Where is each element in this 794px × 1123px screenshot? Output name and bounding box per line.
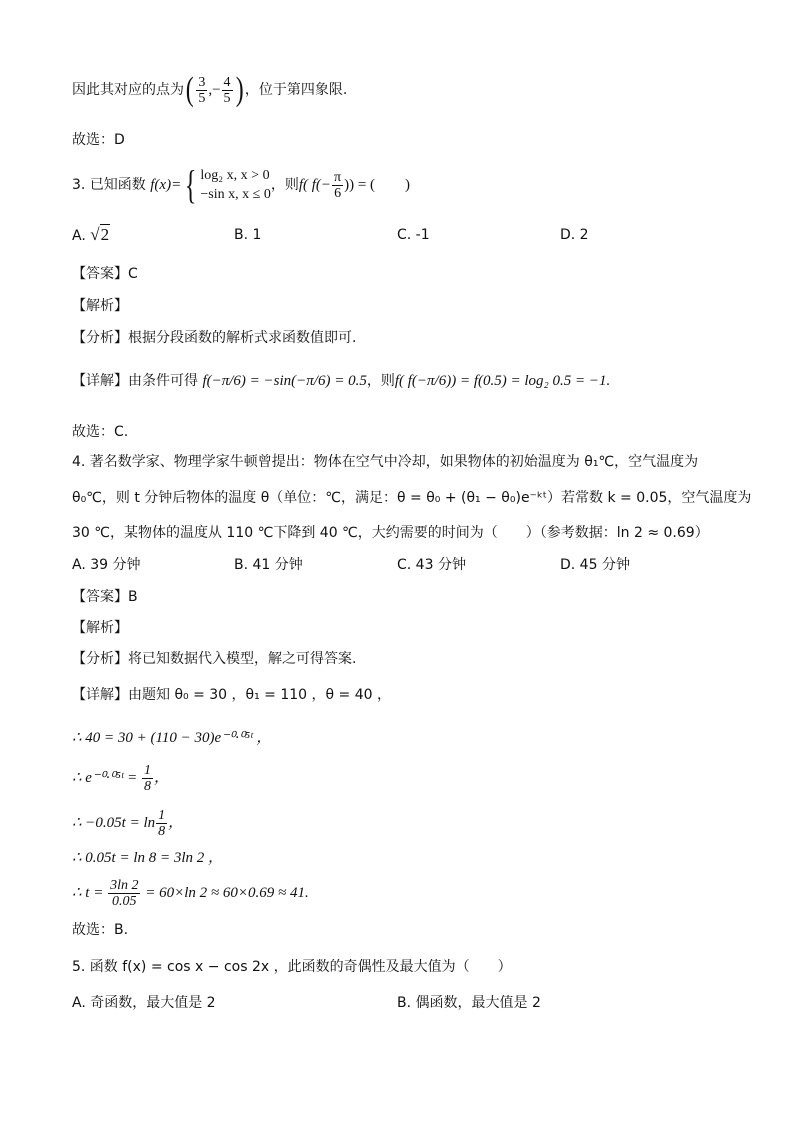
choice-line: 故选：C.	[72, 424, 129, 440]
fraction: $\frac{\pi}{6}$	[334, 169, 342, 201]
sqrt-symbol: √2	[90, 225, 110, 244]
solution-step-1: ∴ 40 = 30 + (110 − 30)e⁻⁰·⁰⁵ᵗ ，	[72, 730, 272, 746]
solution-step-3: ∴ −0.05t = ln $\frac{1}{8}$ ，	[72, 808, 184, 839]
answer-line: 【答案】B	[72, 589, 138, 605]
analysis-title: 【解析】	[72, 620, 128, 636]
solution-step-5: ∴ t = $\frac{3\ln 2}{0.05}$ = 60×ln 2 ≈ 60×0.69 ≈ 41.	[72, 878, 309, 909]
option-d: D. 45 分钟	[560, 557, 630, 573]
option-a: A. √2	[72, 225, 110, 244]
option-c: C. 43 分钟	[397, 557, 466, 573]
solution-step-2: ∴ e⁻⁰·⁰⁵ᵗ = $\frac{1}{8}$ ，	[72, 763, 170, 794]
fenxi-line: 【分析】根据分段函数的解析式求函数值即可.	[72, 330, 357, 346]
option-d: D. 2	[560, 227, 589, 243]
fraction: $\frac{4}{5}$	[223, 74, 231, 106]
question-5-stem: 5. 函数 f(x) = cos x − cos 2x ，此函数的奇偶性及最大值为（ ）	[72, 959, 512, 975]
option-b: B. 1	[234, 227, 262, 243]
option-b: B. 41 分钟	[234, 557, 303, 573]
question-3-stem: 3. 已知函数 f(x)={ log₂ x, x > 0 −sin x, x ≤ 0 ，则f( f(− $\frac{\pi}{6}$ )) = ( )	[72, 162, 411, 207]
question-4-line-3: 30 ℃，某物体的温度从 110 ℃下降到 40 ℃，大约需要的时间为（ ）（参考数据：ln 2 ≈ 0.69）	[72, 525, 709, 541]
choice-line: 故选：B.	[72, 922, 129, 938]
solution-step-4: ∴ 0.05t = ln 8 = 3ln 2 ，	[72, 850, 224, 866]
detail-line: 【详解】由题知 θ₀ = 30 ，θ₁ = 110 ，θ = 40 ，	[72, 687, 391, 703]
fraction: $\frac{1}{8}$	[144, 763, 152, 794]
fenxi-line: 【分析】将已知数据代入模型，解之可得答案.	[72, 651, 357, 667]
option-b: B. 偶函数，最大值是 2	[397, 995, 541, 1011]
fraction: $\frac{3}{5}$	[198, 74, 206, 106]
point-statement: 因此其对应的点为( $\frac{3}{5}$ ,− $\frac{4}{5}$ ) ，位于第四象限.	[72, 71, 348, 108]
option-a: A. 奇函数，最大值是 2	[72, 995, 216, 1011]
analysis-title: 【解析】	[72, 298, 128, 314]
detail-line: 【详解】由条件可得 f(−π/6) = −sin(−π/6) = 0.5，则f( f(−π/6)) = f(0.5) = log₂ 0.5 = −1.	[72, 373, 611, 389]
piecewise-cases: log₂ x, x > 0 −sin x, x ≤ 0	[200, 168, 271, 202]
question-4-line-1: 4. 著名数学家、物理学家牛顿曾提出：物体在空气中冷却，如果物体的初始温度为 θ₁℃，空气温度为	[72, 454, 699, 470]
answer-line: 【答案】C	[72, 266, 138, 282]
fraction: $\frac{1}{8}$	[158, 808, 166, 839]
fraction: $\frac{3\ln 2}{0.05}$	[110, 878, 139, 909]
question-4-line-2: θ₀℃，则 t 分钟后物体的温度 θ（单位：℃，满足：θ = θ₀ + (θ₁ − θ₀)e⁻ᵏᵗ）若常数 k = 0.05，空气温度为	[72, 490, 752, 506]
option-a: A. 39 分钟	[72, 557, 141, 573]
choice-line: 故选：D	[72, 132, 125, 148]
option-c: C. -1	[397, 227, 430, 243]
